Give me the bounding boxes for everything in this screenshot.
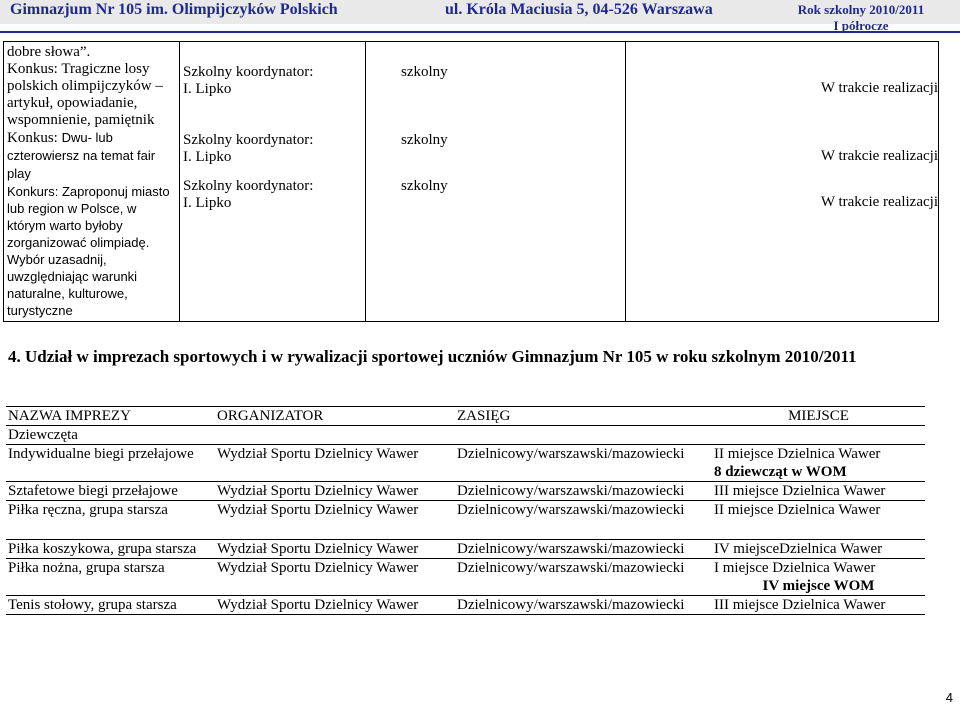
table-row [6, 445, 925, 482]
status-value: W trakcie realizacji [820, 148, 938, 164]
coordinator-name: I. Lipko [183, 195, 232, 211]
intro-text: dobre słowa”. [7, 44, 91, 60]
event-name: Piłka koszykowa, grupa starsza [6, 540, 215, 559]
event-scope: Dzielnicowy/warszawski/mazowiecki [455, 445, 712, 482]
event-scope: Dzielnicowy/warszawski/mazowiecki [455, 596, 712, 615]
event-place: IV miejsceDzielnica Wawer [712, 540, 925, 559]
contest-3-body: Zaproponuj miasto lub region w Polsce, w którym warto byłoby zorganizować olimpiadę. Wybór uzasadnij, uwzględniając warunki naturalne, kulturowe, turystyczne [7, 184, 170, 318]
status-value: W trakcie realizacji [820, 194, 938, 210]
school-name: Gimnazjum Nr 105 im. Olimpijczyków Polskich [10, 1, 338, 18]
contest-3 [7, 183, 177, 319]
group-label: Dziewczęta [6, 426, 925, 445]
event-name: Piłka ręczna, grupa starsza [6, 501, 215, 540]
table-row [6, 501, 925, 540]
event-scope: Dzielnicowy/warszawski/mazowiecki [455, 559, 712, 596]
event-place: II miejsce Dzielnica Wawer [712, 501, 925, 540]
activities-table [3, 41, 939, 322]
contest-1: Konkus: Tragiczne losy polskich olimpijczyków – artykuł, opowiadanie, wspomnienie, pamiętnik [7, 61, 163, 128]
header-name: NAZWA IMPREZY [6, 407, 215, 426]
event-organizer: Wydział Sportu Dzielnicy Wawer [215, 540, 455, 559]
coordinator-name: I. Lipko [183, 81, 232, 97]
school-year [768, 2, 954, 34]
place-text: II miejsce Dzielnica Wawer [714, 446, 881, 462]
event-organizer: Wydział Sportu Dzielnicy Wawer [215, 445, 455, 482]
event-scope: Dzielnicowy/warszawski/mazowiecki [455, 501, 712, 540]
coordinator-label: Szkolny koordynator: [183, 64, 314, 80]
contest-2 [7, 129, 177, 183]
event-name: Sztafetowe biegi przełajowe [6, 482, 215, 501]
event-place: III miejsce Dzielnica Wawer [712, 482, 925, 501]
header-scope: ZASIĘG [455, 407, 712, 426]
event-place [712, 559, 925, 596]
place-text: I miejsce Dzielnica Wawer [714, 560, 876, 576]
header-rule [0, 31, 960, 33]
status-value: W trakcie realizacji [820, 80, 938, 96]
term-label: I półrocze [833, 18, 889, 33]
place-extra: IV miejsce WOM [762, 578, 875, 594]
coordinator-name: I. Lipko [183, 149, 232, 165]
coordinator-label: Szkolny koordynator: [183, 132, 314, 148]
coordinator-label: Szkolny koordynator: [183, 178, 314, 194]
activities-cell [4, 42, 180, 322]
group-row [6, 426, 925, 445]
coordinator-cell [180, 42, 366, 322]
event-name: Tenis stołowy, grupa starsza [6, 596, 215, 615]
table-row [6, 482, 925, 501]
event-organizer: Wydział Sportu Dzielnicy Wawer [215, 559, 455, 596]
scope-value: szkolny [401, 178, 448, 194]
year-label: Rok szkolny 2010/2011 [797, 2, 925, 17]
page-header [0, 0, 960, 33]
table-header-row [6, 407, 925, 426]
sports-table [6, 406, 925, 615]
event-organizer: Wydział Sportu Dzielnicy Wawer [215, 596, 455, 615]
status-cell [626, 42, 939, 322]
event-scope: Dzielnicowy/warszawski/mazowiecki [455, 540, 712, 559]
scope-value: szkolny [401, 132, 448, 148]
scope-value: szkolny [401, 64, 448, 80]
header-place: MIEJSCE [712, 407, 925, 426]
contest-2-label: Konkus: [7, 130, 58, 146]
school-address: ul. Króla Maciusia 5, 04-526 Warszawa [445, 1, 713, 18]
contest-3-label: Konkurs: [7, 184, 59, 199]
event-organizer: Wydział Sportu Dzielnicy Wawer [215, 482, 455, 501]
place-extra: 8 dziewcząt w WOM [714, 464, 847, 480]
event-name: Piłka nożna, grupa starsza [6, 559, 215, 596]
event-scope: Dzielnicowy/warszawski/mazowiecki [455, 482, 712, 501]
page-number: 4 [945, 690, 953, 705]
event-place [712, 445, 925, 482]
table-row [6, 559, 925, 596]
event-name: Indywidualne biegi przełajowe [6, 445, 215, 482]
table-row [6, 540, 925, 559]
contest-2-body: Dwu- lub czterowiersz na temat fair play [7, 130, 156, 181]
event-place: III miejsce Dzielnica Wawer [712, 596, 925, 615]
header-organizer: ORGANIZATOR [215, 407, 455, 426]
table-row [6, 596, 925, 615]
section-title: 4. Udział w imprezach sportowych i w rywalizacji sportowej uczniów Gimnazjum Nr 105 w roku szkolnym 2010/2011 [8, 347, 857, 366]
scope-cell [366, 42, 626, 322]
event-organizer: Wydział Sportu Dzielnicy Wawer [215, 501, 455, 540]
